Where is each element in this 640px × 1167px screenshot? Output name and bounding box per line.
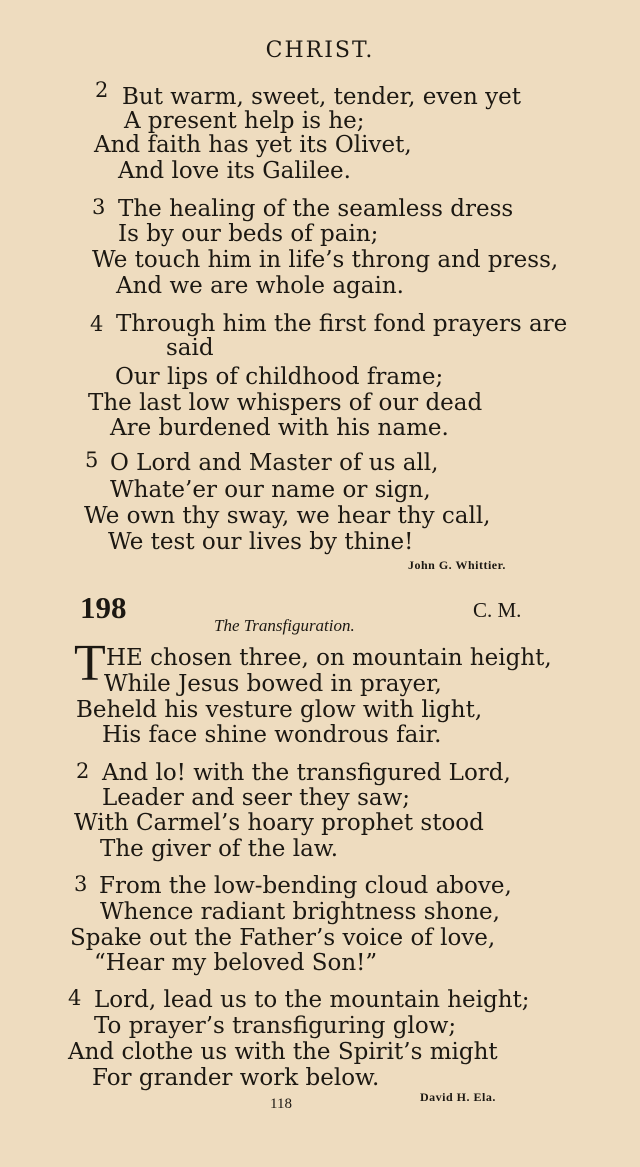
verse-line: His face shine wondrous fair. — [102, 722, 442, 748]
verse-line: We own thy sway, we hear thy call, — [84, 503, 491, 529]
verse-line: With Carmel’s hoary prophet stood — [74, 810, 484, 836]
drop-cap: T — [74, 635, 106, 692]
running-header: CHRIST. — [265, 38, 375, 63]
verse-line: “Hear my beloved Son!” — [94, 950, 378, 976]
hymn-subtitle: The Transfiguration. — [214, 616, 355, 635]
verse-line: And faith has yet its Olivet, — [94, 132, 412, 158]
verse-line: HE chosen three, on mountain height, — [106, 645, 552, 671]
hymn-meter: C. M. — [473, 598, 522, 622]
verse-line: A present help is he; — [124, 108, 365, 134]
verse-line: While Jesus bowed in prayer, — [104, 671, 442, 697]
verse-line: Is by our beds of pain; — [118, 221, 379, 247]
verse-line: We test our lives by thine! — [108, 529, 414, 555]
verse-line: The healing of the seamless dress — [118, 196, 514, 222]
verse-number: 2 — [76, 759, 90, 783]
verse-line: But warm, sweet, tender, even yet — [122, 84, 521, 110]
verse-line: said — [166, 335, 214, 361]
verse-number: 4 — [90, 312, 104, 336]
page-number: 118 — [270, 1096, 292, 1112]
verse-line: And we are whole again. — [116, 273, 404, 299]
verse-line: Beheld his vesture glow with light, — [76, 697, 483, 723]
verse-number: 3 — [92, 195, 106, 219]
verse-number: 5 — [85, 448, 99, 472]
verse-number: 4 — [68, 986, 82, 1010]
verse-line: Are burdened with his name. — [110, 415, 449, 441]
verse-line: From the low-bending cloud above, — [99, 873, 512, 899]
verse-line: The last low whispers of our dead — [88, 390, 483, 416]
verse-line: And love its Galilee. — [118, 158, 351, 184]
author-credit: John G. Whittier. — [408, 558, 506, 572]
verse-line: We touch him in life’s throng and press, — [92, 247, 559, 273]
verse-line: Leader and seer they saw; — [102, 785, 411, 811]
verse-line: Spake out the Father’s voice of love, — [70, 925, 496, 951]
verse-line: To prayer’s transfiguring glow; — [94, 1013, 457, 1039]
verse-line: Through him the first fond prayers are — [116, 311, 568, 337]
hymn-number: 198 — [80, 590, 127, 625]
verse-line: And lo! with the transfigured Lord, — [102, 760, 511, 786]
verse-line: Whence radiant brightness shone, — [100, 899, 500, 925]
verse-line: Whate’er our name or sign, — [110, 477, 431, 503]
verse-line: O Lord and Master of us all, — [110, 450, 439, 476]
verse-number: 2 — [95, 78, 109, 102]
verse-line: For grander work below. — [92, 1065, 380, 1091]
verse-line: And clothe us with the Spirit’s might — [68, 1039, 498, 1065]
verse-line: The giver of the law. — [100, 836, 339, 862]
verse-line: Our lips of childhood frame; — [115, 364, 444, 390]
verse-number: 3 — [74, 872, 88, 896]
author-credit: David H. Ela. — [420, 1090, 496, 1104]
verse-line: Lord, lead us to the mountain height; — [94, 987, 530, 1013]
